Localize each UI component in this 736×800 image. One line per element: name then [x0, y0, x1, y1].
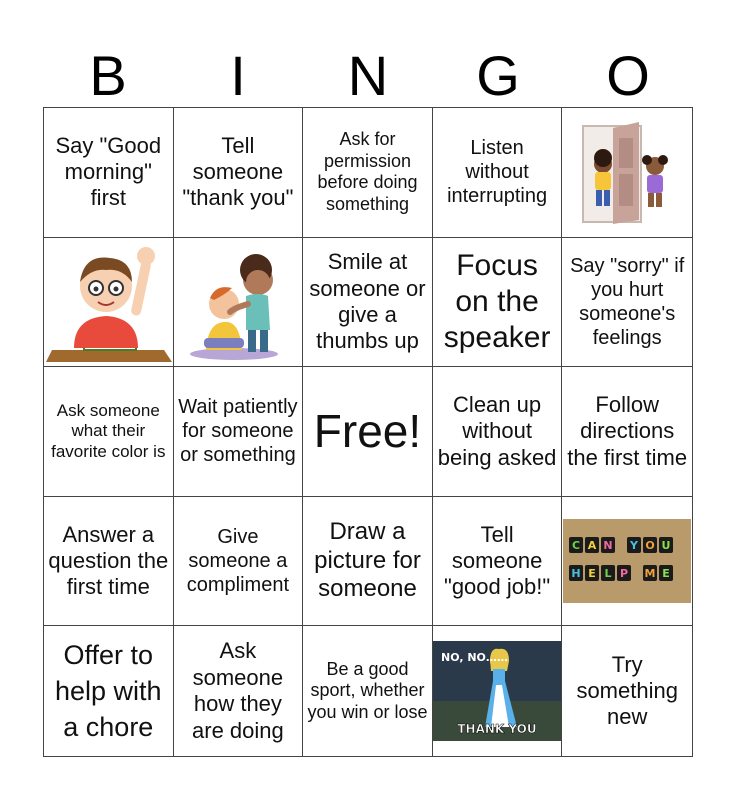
comforting-friend-illustration [174, 238, 302, 366]
caption-bottom: THANK YOU [457, 722, 537, 737]
bingo-cell-good-sport[interactable]: Be a good sport, whether you win or lose [303, 626, 433, 756]
bingo-cell-ask-how-doing[interactable]: Ask someone how they are doing [174, 626, 304, 756]
header-letter-o: O [606, 44, 650, 107]
bingo-cell-listen[interactable]: Listen without interrupting [433, 108, 563, 238]
block-letter: E [588, 567, 596, 581]
block-letter: N [603, 539, 613, 553]
no-thank-you-illustration [433, 641, 561, 741]
bingo-cell-free[interactable]: Free! [303, 367, 433, 497]
bingo-cell-offer-help[interactable]: Offer to help with a chore [44, 626, 174, 756]
header-letter-g: G [476, 44, 520, 107]
bingo-cell-wait-patiently[interactable]: Wait patiently for someone or something [174, 367, 304, 497]
bingo-cell-good-job[interactable]: Tell someone "good job!" [433, 497, 563, 627]
caption-top: NO, NO…… [441, 651, 508, 665]
bingo-cell-tell-thank-you[interactable]: Tell someone "thank you" [174, 108, 304, 238]
block-letter: P [620, 567, 629, 581]
bingo-cell-compliment[interactable]: Give someone a compliment [174, 497, 304, 627]
block-letter: C [572, 539, 581, 553]
header-letter-b: B [89, 44, 127, 107]
block-letter: Y [630, 539, 639, 553]
block-letter: M [644, 567, 656, 581]
bingo-cell-focus-speaker[interactable]: Focus on the speaker [433, 238, 563, 368]
bingo-cell-try-new[interactable]: Try something new [576, 651, 678, 730]
block-letter: E [662, 567, 670, 581]
block-letter: A [587, 539, 597, 553]
bingo-cell-say-sorry[interactable]: Say "sorry" if you hurt someone's feelings [562, 238, 692, 368]
block-letter: H [571, 567, 581, 581]
bingo-cell-say-good-morning[interactable]: Say "Good morning" first [44, 108, 174, 238]
bingo-cell-boy-raising-hand-image[interactable] [44, 238, 174, 368]
bingo-header [43, 44, 693, 108]
block-letter: U [661, 539, 671, 553]
header-letter-n: N [347, 44, 389, 107]
kids-at-door-illustration [563, 108, 691, 236]
bingo-cell-answer-question[interactable]: Answer a question the first time [44, 497, 174, 627]
bingo-cell-clean-up[interactable]: Clean up without being asked [433, 367, 563, 497]
bingo-cell-no-thank-you-image[interactable] [433, 626, 563, 756]
bingo-cell-smile[interactable]: Smile at someone or give a thumbs up [303, 238, 433, 368]
block-letter: O [645, 539, 655, 553]
bingo-cell-can-you-help-me-image[interactable] [562, 497, 692, 627]
bingo-cell-favorite-color[interactable]: Ask someone what their favorite color is [44, 367, 174, 497]
bingo-cell-ask-permission[interactable]: Ask for permission before doing something [303, 108, 433, 238]
header-letter-i: I [230, 44, 246, 107]
bingo-cell-comfort-friend-image[interactable] [174, 238, 304, 368]
bingo-cell-kids-door-image[interactable] [562, 108, 692, 238]
bingo-board [43, 107, 693, 757]
bingo-cell-follow-directions[interactable]: Follow directions the first time [562, 367, 692, 497]
boy-raising-hand-illustration [44, 238, 172, 366]
bingo-cell-draw-picture[interactable]: Draw a picture for someone [303, 497, 433, 627]
block-letter: L [604, 567, 612, 581]
can-you-help-me-illustration [563, 519, 691, 603]
